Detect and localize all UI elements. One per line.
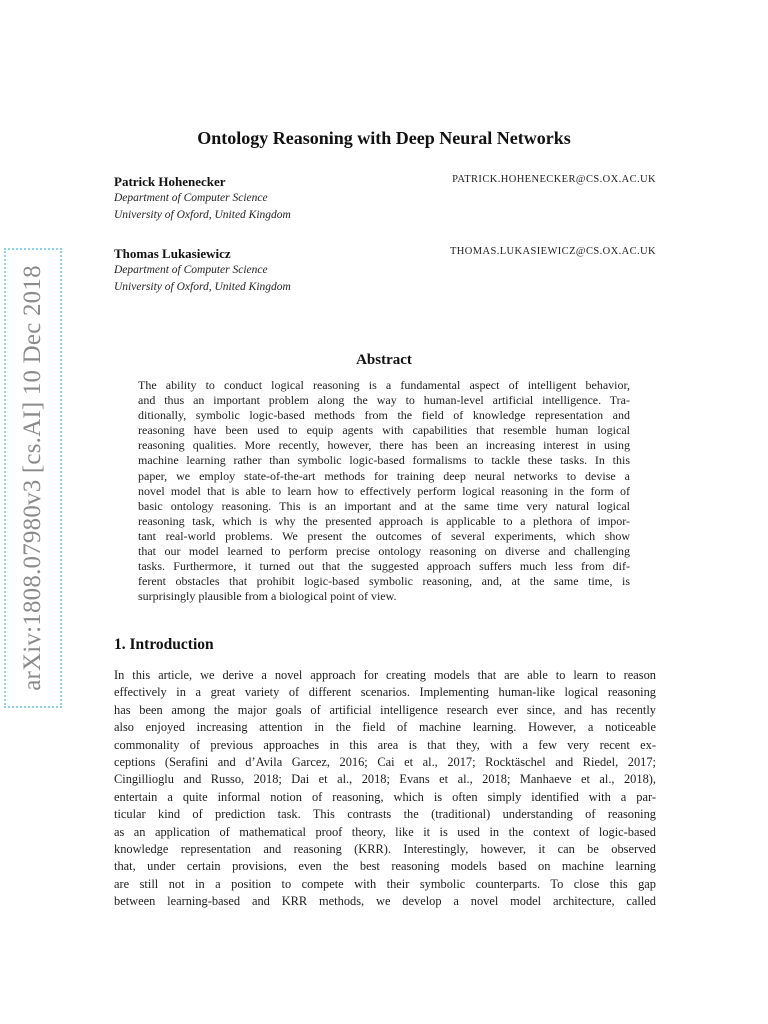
intro-line: entertain a quite informal notion of reasoning, which is often simply identified with a par- bbox=[114, 789, 656, 804]
abstract-line: basic ontology reasoning. This is an important and at the same time very natural logical bbox=[138, 498, 630, 513]
author-block-2 bbox=[114, 245, 656, 295]
abstract-heading: Abstract bbox=[356, 352, 412, 368]
author-email[interactable]: THOMAS.LUKASIEWICZ@CS.OX.AC.UK bbox=[449, 246, 656, 257]
author-affiliation-department: Department of Computer Science bbox=[114, 192, 268, 204]
intro-line: ceptions (Serafini and d’Avila Garcez, 2016; Cai et al., 2017; Rocktäschel and Riedel, 2017; bbox=[114, 755, 656, 770]
intro-line: are still not in a position to compete with their symbolic counterparts. To close this gap bbox=[114, 876, 656, 891]
abstract-line: novel model that is able to learn how to effectively perform logical reasoning in the form of bbox=[138, 483, 630, 498]
intro-line: has been among the major goals of artificial intelligence research ever since, and has recently bbox=[114, 702, 656, 717]
paper-title: Ontology Reasoning with Deep Neural Networks bbox=[197, 128, 571, 148]
abstract-line: ferent obstacles that prohibit logic-based symbolic reasoning, and, at the same time, is bbox=[138, 574, 630, 589]
abstract-line: and thus an important problem along the way to human-level artificial intelligence. Tra- bbox=[138, 393, 630, 408]
abstract-body bbox=[138, 378, 630, 604]
intro-line: also enjoyed increasing attention in the field of machine learning. However, a noticeable bbox=[114, 720, 656, 735]
author-name: Patrick Hohenecker bbox=[114, 174, 226, 189]
section-heading-introduction: 1. Introduction bbox=[114, 636, 214, 653]
intro-line: knowledge representation and reasoning (KRR). Interestingly, however, it can be observed bbox=[114, 842, 656, 857]
abstract-line: tant real-world problems. We present the outcomes of several experiments, which show bbox=[138, 528, 630, 543]
abstract-line: surprisingly plausible from a biological point of view. bbox=[138, 589, 397, 604]
author-block-1 bbox=[114, 173, 656, 223]
abstract-line: reasoning have been used to equip agents with capabilities that resemble human logical bbox=[138, 423, 630, 438]
intro-line: as an application of mathematical proof theory, like it is used in the context of logic-based bbox=[114, 824, 656, 839]
intro-line: In this article, we derive a novel approach for creating models that are able to learn to reason bbox=[114, 668, 656, 682]
abstract-line: reasoning qualities. More recently, however, there has been an increasing interest in using bbox=[138, 438, 630, 453]
introduction-body bbox=[114, 667, 656, 911]
intro-line: between learning-based and KRR methods, we develop a novel model architecture, called bbox=[114, 894, 656, 909]
abstract-line: ditionally, symbolic logic-based methods from the field of knowledge representation and bbox=[138, 408, 630, 423]
intro-line: that, under certain provisions, even the best reasoning models based on machine learning bbox=[114, 859, 656, 874]
intro-line: effectively in a great variety of different scenarios. Implementing human-like logical reasoning bbox=[114, 685, 656, 700]
intro-line: commonality of previous approaches in this area is that they, with a few very recent ex- bbox=[114, 737, 656, 752]
author-affiliation-department: Department of Computer Science bbox=[114, 264, 268, 276]
abstract-line: that our model learned to perform precise ontology reasoning on diverse and challenging bbox=[138, 544, 630, 559]
author-affiliation-university: University of Oxford, United Kingdom bbox=[114, 208, 291, 221]
abstract-line: The ability to conduct logical reasoning is a fundamental aspect of intelligent behavior, bbox=[138, 378, 630, 392]
intro-line: ticular kind of prediction task. This contrasts the (traditional) understanding of reasoning bbox=[114, 807, 656, 822]
arxiv-stamp[interactable] bbox=[4, 248, 62, 708]
abstract-line: tasks. Furthermore, it turned out that the suggested approach suffers much less from dif- bbox=[138, 559, 630, 574]
author-name: Thomas Lukasiewicz bbox=[114, 246, 231, 261]
abstract-line: machine learning rather than symbolic logic-based formalisms to tackle these tasks. In this bbox=[138, 453, 630, 468]
arxiv-identifier: arXiv:1808.07980v3 [cs.AI] 10 Dec 2018 bbox=[19, 265, 46, 691]
author-email[interactable]: PATRICK.HOHENECKER@CS.OX.AC.UK bbox=[452, 174, 656, 185]
intro-line: Cingillioglu and Russo, 2018; Dai et al., 2018; Evans et al., 2018; Manhaeve et al., 2018), bbox=[114, 772, 656, 787]
abstract-line: reasoning task, which is why the presented approach is applicable to a plethora of impor- bbox=[138, 513, 630, 528]
author-affiliation-university: University of Oxford, United Kingdom bbox=[114, 280, 291, 293]
abstract-line: paper, we employ state-of-the-art methods for training deep neural networks to devise a bbox=[138, 468, 630, 483]
